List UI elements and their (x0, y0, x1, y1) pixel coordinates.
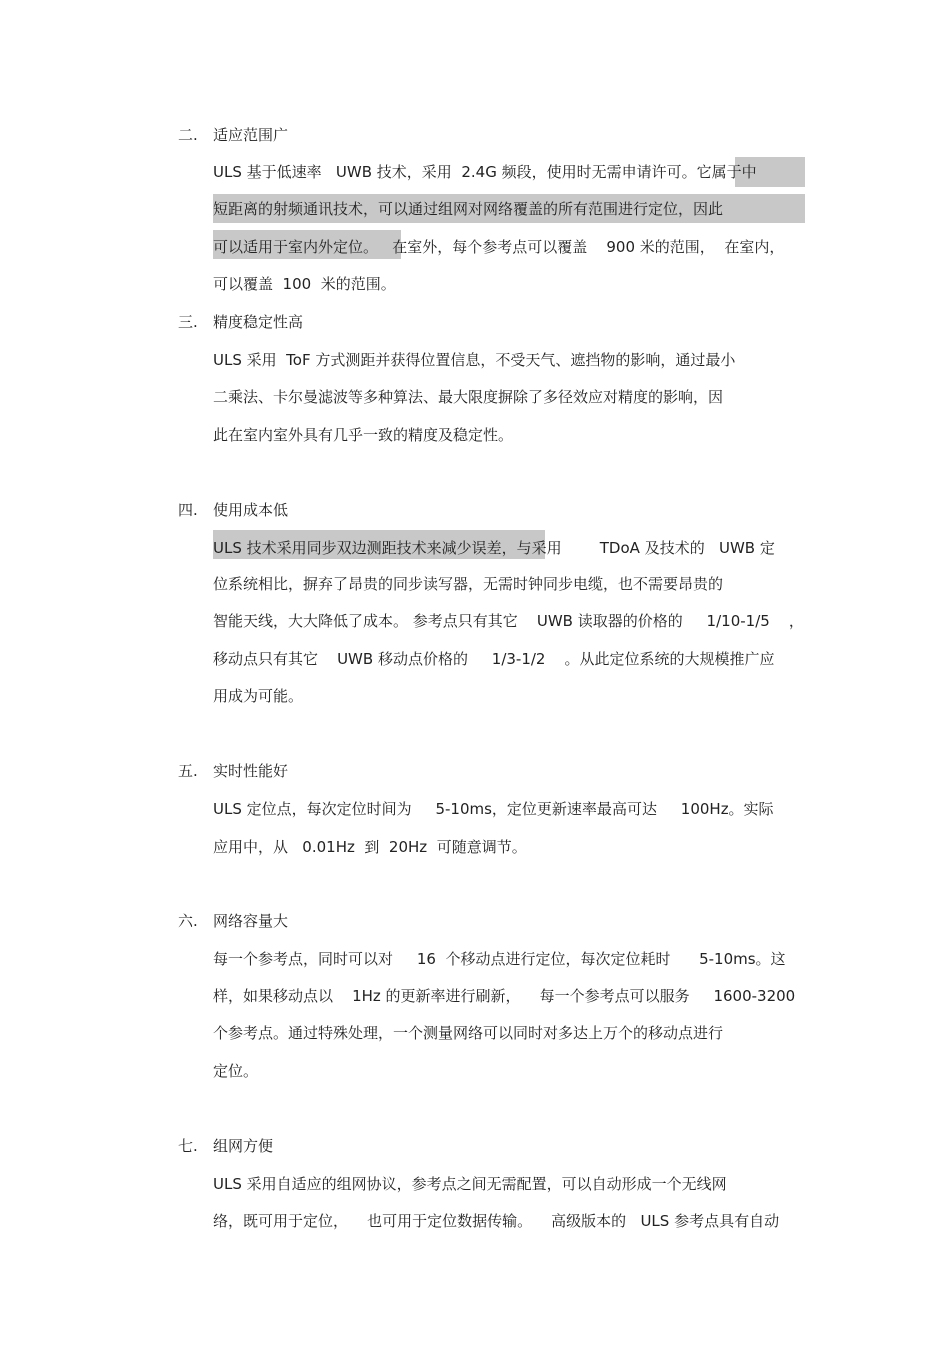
section-heading (178, 1136, 273, 1156)
paragraph-line: 二乘法、卡尔曼滤波等多种算法、最大限度摒除了多径效应对精度的影响，因 (213, 388, 724, 406)
paragraph-line: 每一个参考点，同时可以对 16 个移动点进行定位，每次定位耗时 5-10ms。这 (213, 950, 786, 968)
section-heading (178, 911, 288, 931)
paragraph-line: ULS 定位点，每次定位时间为 5-10ms，定位更新速率最高可达 100Hz。实际 (213, 800, 774, 818)
section-number: 四. (178, 501, 198, 519)
section-heading (178, 312, 303, 332)
paragraph-line: ULS 采用 ToF 方式测距并获得位置信息，不受天气、遮挡物的影响，通过最小 (213, 351, 736, 369)
paragraph-line: 用成为可能。 (213, 687, 304, 705)
paragraph-line: 个参考点。通过特殊处理，一个测量网络可以同时对多达上万个的移动点进行 (213, 1024, 724, 1042)
paragraph-line: ULS 采用自适应的组网协议，参考点之间无需配置，可以自动形成一个无线网 (213, 1175, 727, 1193)
paragraph-line: 移动点只有其它 UWB 移动点价格的 1/3-1/2 。从此定位系统的大规模推广应 (213, 650, 775, 668)
paragraph-line: 位系统相比，摒弃了昂贵的同步读写器，无需时钟同步电缆，也不需要昂贵的 (213, 575, 724, 593)
section-title: 网络容量大 (213, 912, 289, 930)
section-number: 六. (178, 912, 198, 930)
section-number: 二. (178, 126, 198, 144)
section-heading (178, 761, 288, 781)
paragraph-line: 络，既可用于定位， 也可用于定位数据传输。 高级版本的 ULS 参考点具有自动 (213, 1212, 780, 1230)
section-heading (178, 500, 288, 520)
section-title: 实时性能好 (213, 762, 289, 780)
section-title: 精度稳定性高 (213, 313, 304, 331)
paragraph-line: 短距离的射频通讯技术，可以通过组网对网络覆盖的所有范围进行定位，因此 (213, 200, 724, 218)
paragraph-line: ULS 技术采用同步双边测距技术来减少误差，与采用 TDoA 及技术的 UWB 定 (213, 539, 775, 557)
paragraph-line: 此在室内室外具有几乎一致的精度及稳定性。 (213, 426, 514, 444)
paragraph-line: 定位。 (213, 1062, 259, 1080)
section-title: 组网方便 (213, 1137, 274, 1155)
paragraph-line: 可以覆盖 100 米的范围。 (213, 275, 396, 293)
paragraph-line: ULS 基于低速率 UWB 技术，采用 2.4G 频段，使用时无需申请许可。它属于中 (213, 163, 757, 181)
paragraph-line: 可以适用于室内外定位。 在室外，每个参考点可以覆盖 900 米的范围， 在室内， (213, 238, 785, 256)
section-number: 五. (178, 762, 198, 780)
section-title: 适应范围广 (213, 126, 289, 144)
section-title: 使用成本低 (213, 501, 289, 519)
paragraph-line: 应用中，从 0.01Hz 到 20Hz 可随意调节。 (213, 838, 527, 856)
section-number: 三. (178, 313, 198, 331)
section-number: 七. (178, 1137, 198, 1155)
paragraph-line: 样，如果移动点以 1Hz 的更新率进行刷新， 每一个参考点可以服务 1600-3200 (213, 987, 796, 1005)
section-heading (178, 125, 288, 145)
paragraph-line: 智能天线，大大降低了成本。 参考点只有其它 UWB 读取器的价格的 1/10-1/5 ， (213, 612, 804, 630)
